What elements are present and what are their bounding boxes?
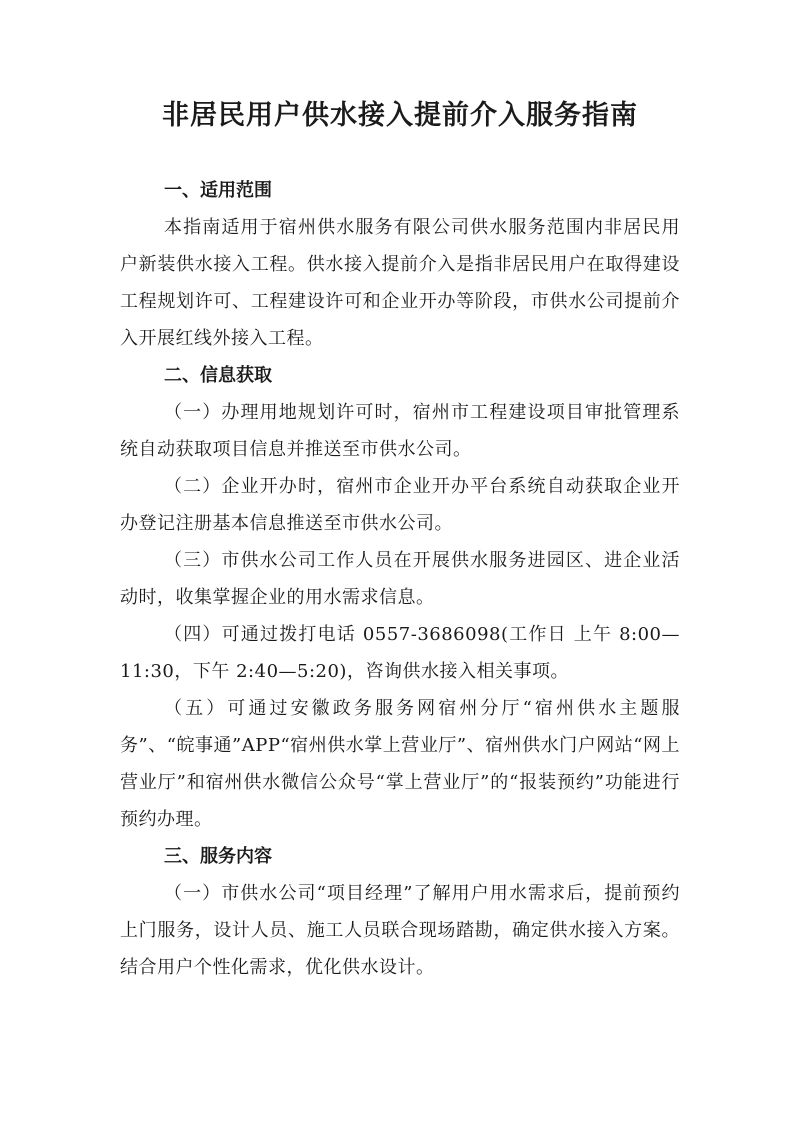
paragraph: 本指南适用于宿州供水服务有限公司供水服务范围内非居民用户新装供水接入工程。供水接入提前介入是指非居民用户在取得建设工程规划许可、工程建设许可和企业开办等阶段，市供水公司提前介入开展红线外接入工程。	[120, 217, 680, 349]
paragraph: （二）企业开办时，宿州市企业开办平台系统自动获取企业开办登记注册基本信息推送至市供水公司。	[120, 476, 680, 534]
paragraph: （四）可通过拨打电话 0557-3686098(工作日 上午 8:00—11:30，下午 2:40—5:20)，咨询供水接入相关事项。	[120, 624, 680, 682]
section-scope	[120, 172, 680, 357]
section-heading: 一、适用范围	[164, 180, 272, 201]
document-body	[120, 172, 680, 986]
paragraph: （一）办理用地规划许可时，宿州市工程建设项目审批管理系统自动获取项目信息并推送至市供水公司。	[120, 402, 680, 460]
paragraph: （五）可通过安徽政务服务网宿州分厅“宿州供水主题服务”、“皖事通”APP“宿州供水掌上营业厅”、宿州供水门户网站“网上营业厅”和宿州供水微信公众号“掌上营业厅”的“报装预约”功能进行预约办理。	[120, 698, 680, 830]
section-heading: 三、服务内容	[164, 846, 272, 867]
section-service-content	[120, 838, 680, 986]
section-info-access	[120, 357, 680, 838]
paragraph: （一）市供水公司“项目经理”了解用户用水需求后，提前预约上门服务，设计人员、施工人员联合现场踏勘，确定供水接入方案。结合用户个性化需求，优化供水设计。	[120, 883, 680, 978]
paragraph: （三）市供水公司工作人员在开展供水服务进园区、进企业活动时，收集掌握企业的用水需求信息。	[120, 550, 680, 608]
section-heading: 二、信息获取	[164, 365, 272, 386]
document-title: 非居民用户供水接入提前介入服务指南	[162, 100, 638, 131]
